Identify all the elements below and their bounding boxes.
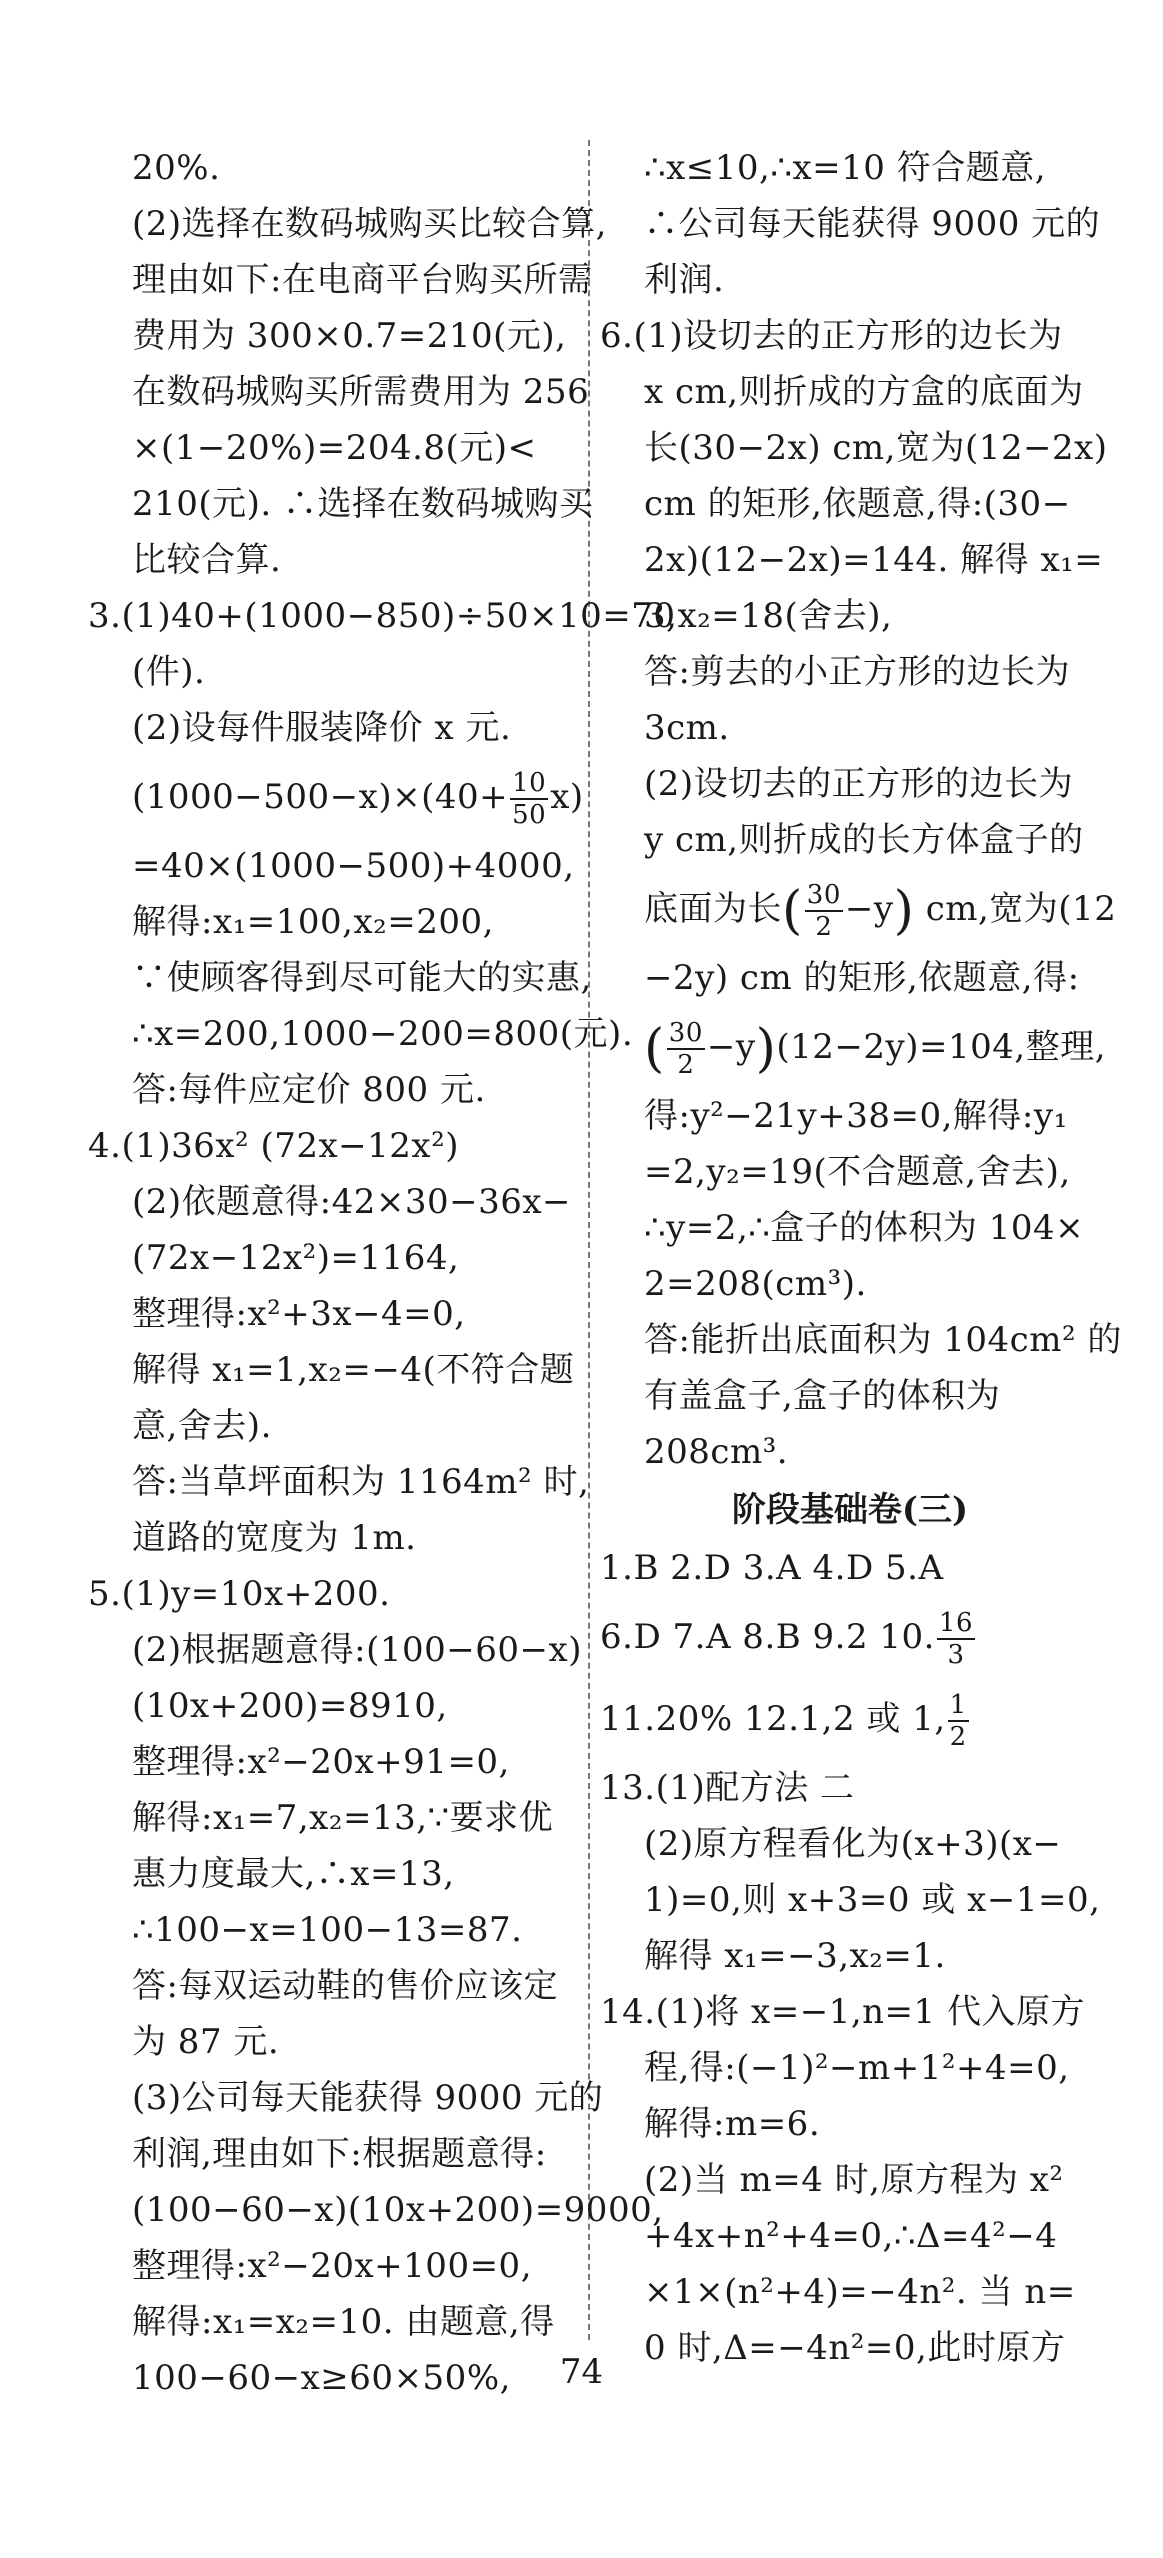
left-column [88,140,676,2406]
fraction: $\frac{1}{2}$ [949,1690,967,1752]
text-line: 意,舍去). [132,1406,272,1446]
text-line: 在数码城购买所需费用为 256 [132,372,590,412]
text-line: (2)依题意得:42×30−36x− [132,1182,572,1222]
text-line: 整理得:x²+3x−4=0, [132,1294,466,1334]
text-line: ∴100−x=100−13=87. [132,1910,523,1950]
text-line: ∴y=2,∴盒子的体积为 104× [644,1208,1085,1248]
text-line: 1)=0,则 x+3=0 或 x−1=0, [644,1880,1101,1920]
text-line: cm 的矩形,依题意,得:(30− [644,484,1071,524]
text-line: 2=208(cm³). [644,1264,867,1304]
text-line: 解得:x₁=x₂=10. 由题意,得 [132,2302,555,2342]
text-line: (2)根据题意得:(100−60−x) [132,1630,582,1670]
answer-line: 1.B 2.D 3.A 4.D 5.A [600,1548,944,1588]
text-line: 20%. [132,148,221,188]
text-line: (3)公司每天能获得 9000 元的 [132,2078,604,2118]
text-line: =40×(1000−500)+4000, [132,846,575,886]
answer-line: 6.D 7.A 8.B 9.2 10. $\frac{16}{3}$ [600,1608,974,1670]
problem-4-line: 4.(1)36x² (72x−12x²) [88,1126,460,1166]
text-line: 解得 x₁=1,x₂=−4(不符合题 [132,1350,575,1390]
text-line: ∴x≤10,∴x=10 符合题意, [644,148,1047,188]
text-line: (100−60−x)(10x+200)=9000, [132,2190,664,2230]
text-line: (件). [132,652,206,692]
text-line: ×(1−20%)=204.8(元)< [132,428,537,468]
text-line: 费用为 300×0.7=210(元), [132,316,567,356]
page-number: 74 [559,2352,604,2392]
text-line: 解得:m=6. [644,2104,821,2144]
text-line: 解得:x₁=7,x₂=13,∵要求优 [132,1798,554,1838]
equation-line: ( $\frac{30}{2}$ −y)(12−2y)=104,整理, [644,1018,1107,1080]
text-line: (2)原方程看化为(x+3)(x− [644,1824,1062,1864]
text-line: ∴x=200,1000−200=800(元). [132,1014,634,1054]
text-line: 答:剪去的小正方形的边长为 [644,652,1070,692]
problem-5-line: 5.(1)y=10x+200. [88,1574,391,1614]
text-line: 程,得:(−1)²−m+1²+4=0, [644,2048,1070,2088]
text-line: 有盖盒子,盒子的体积为 [644,1376,1001,1416]
text-line: 答:当草坪面积为 1164m² 时, [132,1462,590,1502]
text-line: 整理得:x²−20x+100=0, [132,2246,532,2286]
text-line: (2)选择在数码城购买比较合算, [132,204,607,244]
answer-line: 11.20% 12.1,2 或 1, $\frac{1}{2}$ [600,1690,967,1752]
text-line: 整理得:x²−20x+91=0, [132,1742,510,1782]
problem-14-line: 14.(1)将 x=−1,n=1 代入原方 [600,1992,1085,2032]
text-line: 理由如下:在电商平台购买所需 [132,260,593,300]
right-column [600,140,1122,2376]
fraction: $\frac{30}{2}$ [806,880,841,942]
problem-13-line: 13.(1)配方法 二 [600,1768,855,1808]
text-line: 210(元). ∴选择在数码城购买 [132,484,594,524]
fraction: $\frac{16}{3}$ [939,1608,974,1670]
text-line: 答:每双运动鞋的售价应该定 [132,1966,558,2006]
text-line: 惠力度最大,∴x=13, [132,1854,455,1894]
text-line: (2)设每件服装降价 x 元. [132,708,512,748]
text-line: +4x+n²+4=0,∴Δ=4²−4 [644,2216,1058,2256]
text-line: ×1×(n²+4)=−4n². 当 n= [644,2272,1076,2312]
text-line: 208cm³. [644,1432,789,1472]
text-line: y cm,则折成的长方体盒子的 [644,820,1084,860]
text-line: ∴公司每天能获得 9000 元的 [644,204,1101,244]
fraction: $\frac{30}{2}$ [668,1018,703,1080]
text-line: =2,y₂=19(不合题意,舍去), [644,1152,1071,1192]
text-line: 道路的宽度为 1m. [132,1518,417,1558]
text-line: (72x−12x²)=1164, [132,1238,460,1278]
text-line: 解得:x₁=100,x₂=200, [132,902,494,942]
text-line: (2)设切去的正方形的边长为 [644,764,1074,804]
problem-6-line: 6.(1)设切去的正方形的边长为 [600,316,1063,356]
text-line: 利润. [644,260,725,300]
text-line: 为 87 元. [132,2022,280,2062]
fraction: $\frac{10}{50}$ [512,768,547,830]
column-divider [588,140,590,2340]
text-line: 得:y²−21y+38=0,解得:y₁ [644,1096,1068,1136]
text-line: 比较合算. [132,540,282,580]
text-line: 2x)(12−2x)=144. 解得 x₁= [644,540,1104,580]
text-line: 利润,理由如下:根据题意得: [132,2134,547,2174]
text-line: 答:每件应定价 800 元. [132,1070,486,1110]
text-line: (10x+200)=8910, [132,1686,448,1726]
problem-3-line: 3.(1)40+(1000−850)÷50×10=70 [88,596,676,636]
text-line: 解得 x₁=−3,x₂=1. [644,1936,946,1976]
text-line: 长(30−2x) cm,宽为(12−2x) [644,428,1108,468]
equation-line: (1000−500−x)×(40+ $\frac{10}{50}$ x) [132,768,584,830]
text-line: −2y) cm 的矩形,依题意,得: [644,958,1080,998]
text-line: 100−60−x≥60×50%, [132,2358,511,2398]
text-line: x cm,则折成的方盒的底面为 [644,372,1084,412]
text-line: 0 时,Δ=−4n²=0,此时原方 [644,2328,1066,2368]
text-line: ∵使顾客得到尽可能大的实惠, [132,958,592,998]
section-heading: 阶段基础卷(三) [731,1490,969,1530]
equation-line: 底面为长( $\frac{30}{2}$ −y) cm,宽为(12 [644,880,1117,942]
text-line: 答:能折出底面积为 104cm² 的 [644,1320,1122,1360]
text-line: 3,x₂=18(舍去), [644,596,893,636]
text-line: (2)当 m=4 时,原方程为 x² [644,2160,1064,2200]
text-line: 3cm. [644,708,730,748]
